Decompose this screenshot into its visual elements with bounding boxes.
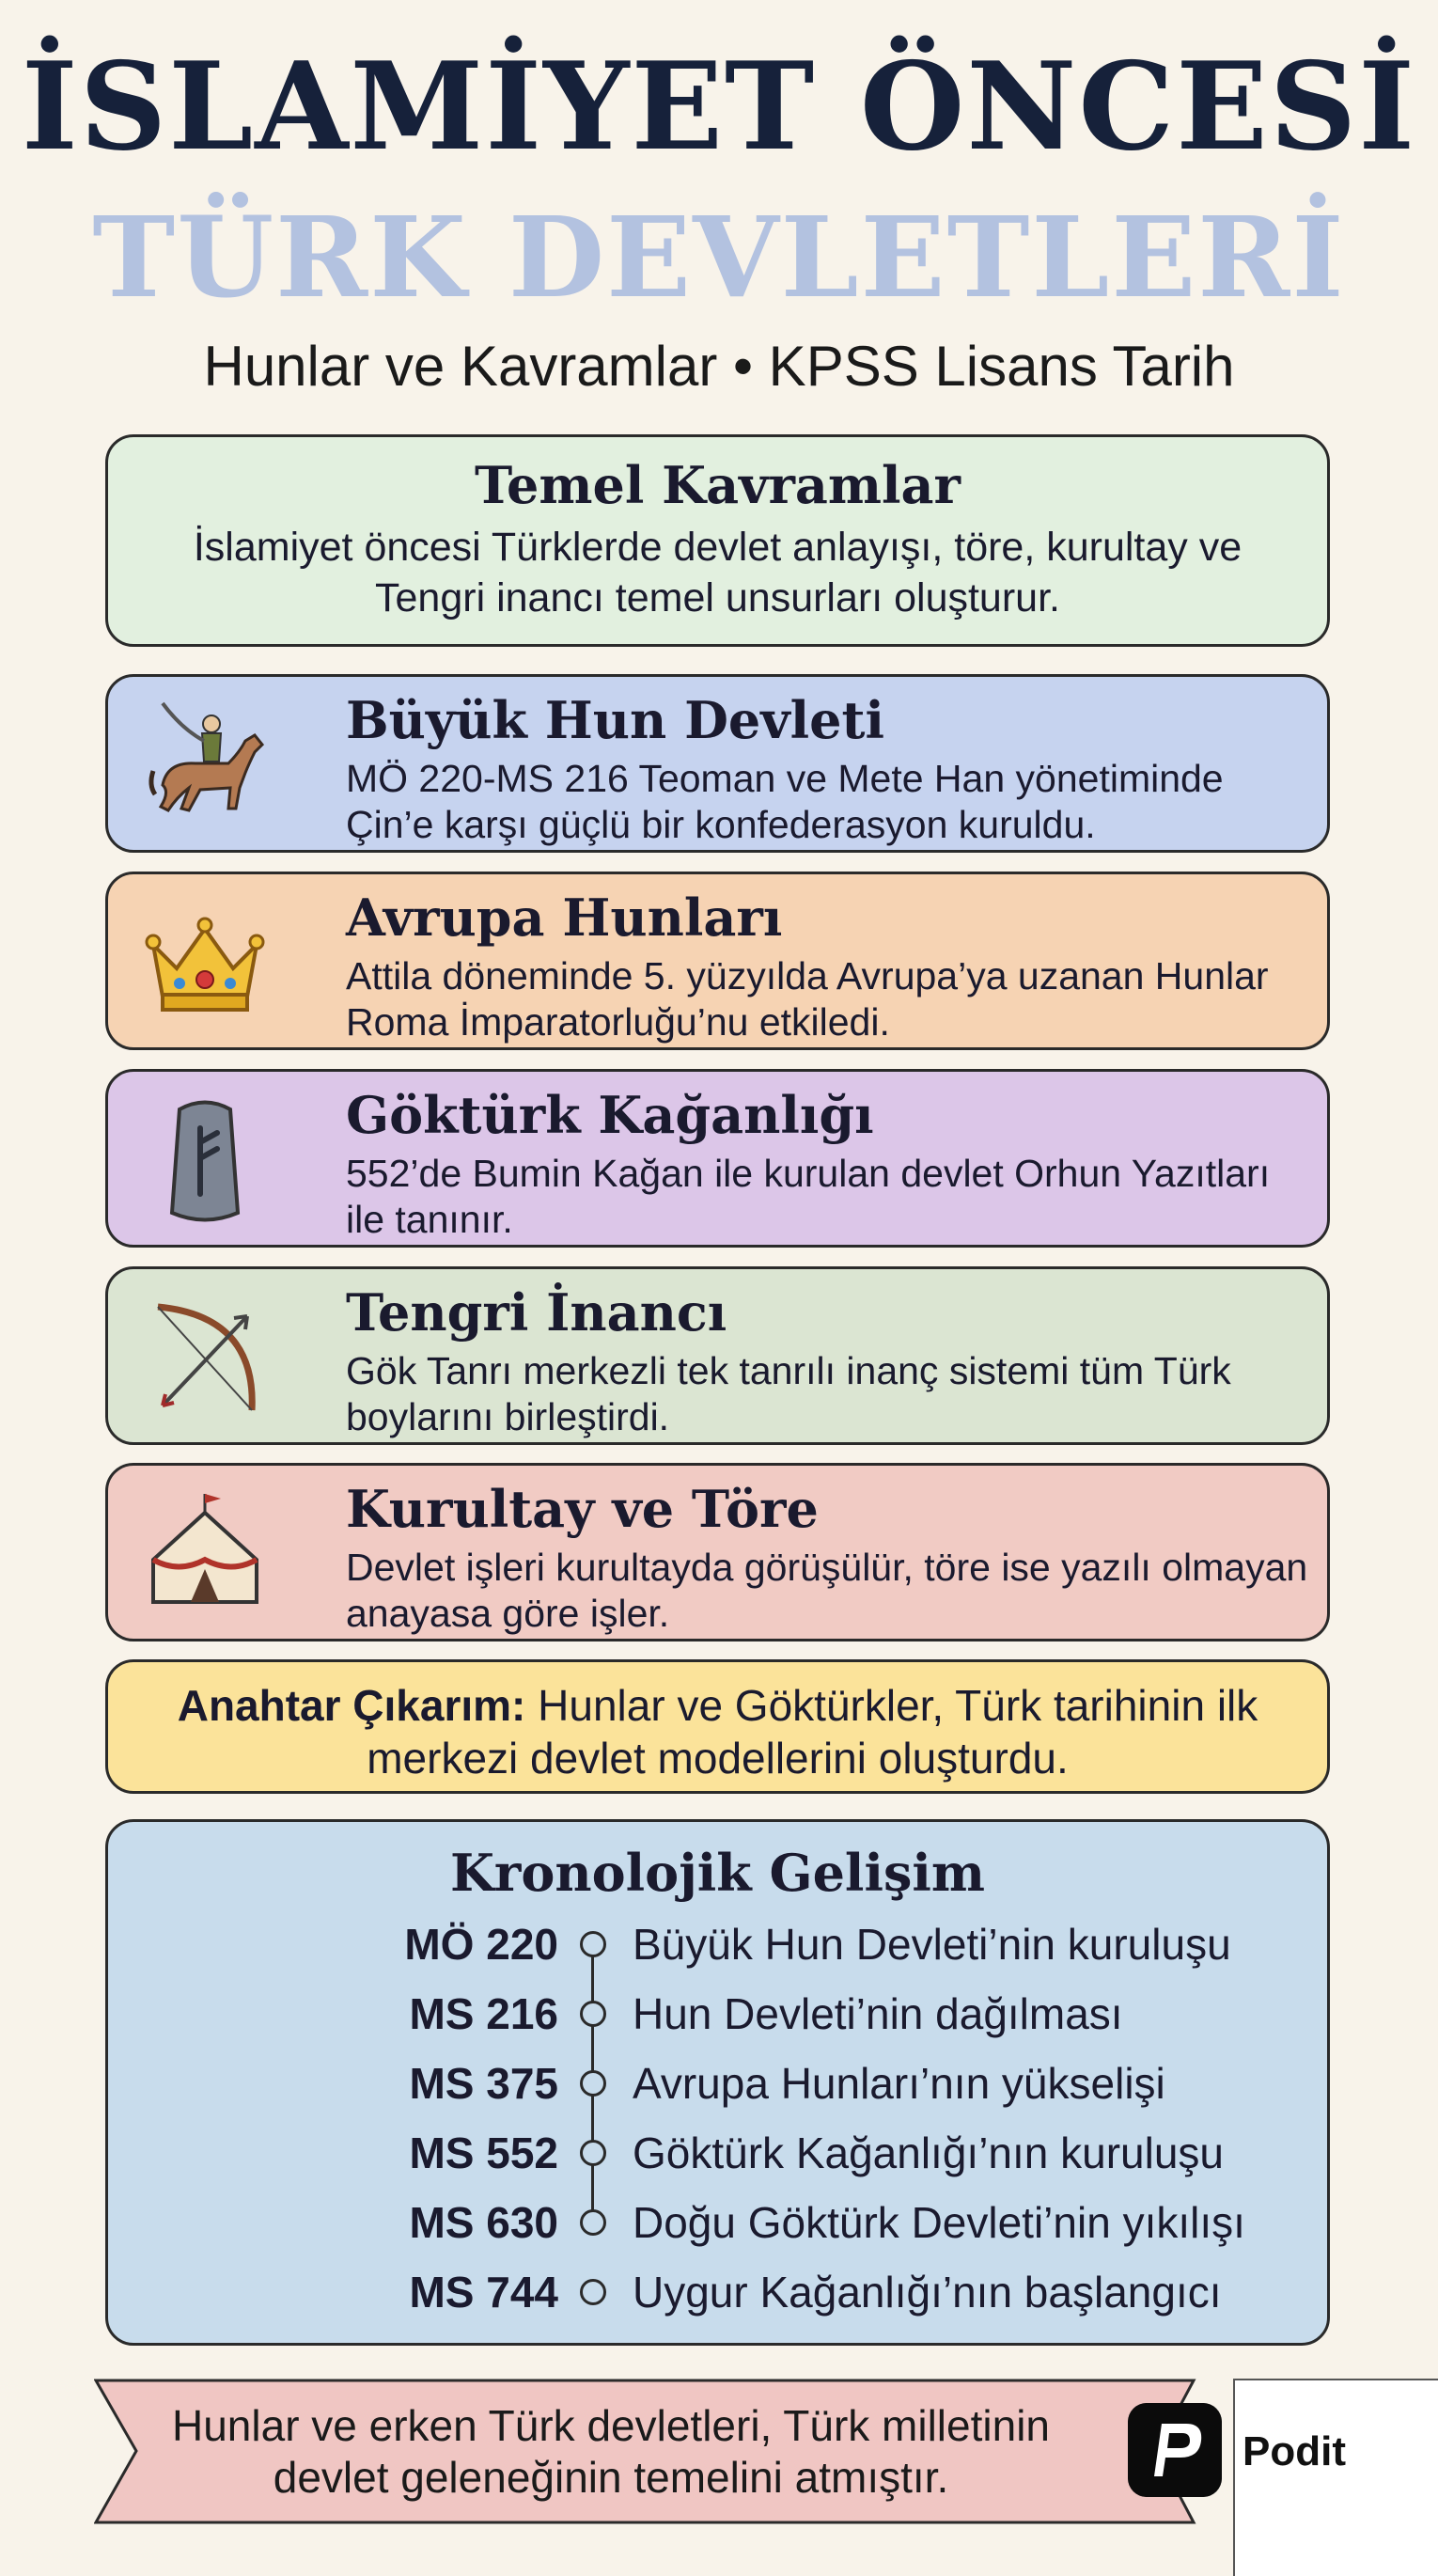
topic-card-avrupa-hunlari <box>105 872 1330 1050</box>
horse-rider-icon <box>134 696 275 837</box>
timeline-event: Avrupa Hunları’nın yükselişi <box>633 2059 1165 2108</box>
key-takeaway-text: Hunlar ve Göktürkler, Türk tarihinin ilk merkezi devlet modellerini oluşturdu. <box>367 1681 1258 1783</box>
topic-text: Gök Tanrı merkezli tek tanrılı inanç sistemi tüm Türk boylarını birleştirdi. <box>346 1349 1231 1439</box>
timeline-event: Büyük Hun Devleti’nin kuruluşu <box>633 1920 1231 1969</box>
timeline-event: Hun Devleti’nin dağılması <box>633 1989 1123 2038</box>
page-title: İSLAMİYET ÖNCESİ <box>21 37 1417 178</box>
timeline-row <box>108 1986 1327 2042</box>
timeline-title: Kronolojik Gelişim <box>449 1843 986 1903</box>
footer-text: Hunlar ve erken Türk devletleri, Türk milletinin devlet geleneğinin temelini atmıştır. <box>172 2401 1050 2503</box>
page-subtitle: Hunlar ve Kavramlar • KPSS Lisans Tarih <box>203 335 1235 398</box>
timeline-card <box>105 1819 1330 2346</box>
timeline-row <box>108 2125 1327 2181</box>
topic-title: Tengri İnancı <box>346 1282 727 1343</box>
page-title-secondary: TÜRK DEVLETLERİ <box>92 192 1346 322</box>
topic-title: Avrupa Hunları <box>346 887 783 948</box>
timeline-dot-icon <box>580 2001 606 2027</box>
crown-icon <box>134 893 275 1034</box>
timeline-year: MÖ 220 <box>404 1920 558 1969</box>
topic-card-buyuk-hun <box>105 674 1330 853</box>
topic-text: 552’de Bumin Kağan ile kurulan devlet Orhun Yazıtları ile tanınır. <box>346 1152 1271 1242</box>
timeline-event: Doğu Göktürk Devleti’nin yıkılışı <box>633 2198 1245 2247</box>
timeline-dot-icon <box>580 2070 606 2097</box>
timeline-year: MS 375 <box>409 2059 558 2108</box>
topic-text: Attila döneminde 5. yüzyılda Avrupa’ya uzanan Hunlar Roma İmparatorluğu’nu etkiledi. <box>346 954 1269 1045</box>
timeline-year: MS 630 <box>409 2198 558 2247</box>
key-takeaway-label: Anahtar Çıkarım: <box>177 1681 526 1730</box>
topic-title: Göktürk Kağanlığı <box>346 1085 874 1145</box>
podit-brand-label: Podit <box>1243 2428 1346 2474</box>
timeline-dot-icon <box>580 2140 606 2166</box>
podit-logo-icon <box>1128 2403 1222 2497</box>
timeline-year: MS 216 <box>409 1989 558 2038</box>
timeline-row <box>108 2055 1327 2112</box>
timeline-row <box>108 2264 1327 2320</box>
timeline-dot-icon <box>580 2279 606 2305</box>
timeline-event: Uygur Kağanlığı’nın başlangıcı <box>633 2268 1222 2317</box>
tent-icon <box>134 1484 275 1626</box>
topic-card-gokturk <box>105 1069 1330 1248</box>
bow-arrow-icon <box>134 1288 275 1429</box>
topic-text: Devlet işleri kurultayda görüşülür, töre ise yazılı olmayan anayasa göre işler. <box>346 1546 1308 1636</box>
timeline-row <box>108 1916 1327 1972</box>
timeline-row <box>108 2194 1327 2251</box>
timeline-year: MS 552 <box>409 2128 558 2177</box>
intro-text: İslamiyet öncesi Türklerde devlet anlayışı, töre, kurultay ve Tengri inancı temel unsurları oluşturur. <box>193 525 1243 621</box>
podit-brand-box <box>1233 2379 1438 2576</box>
topic-card-tengri <box>105 1266 1330 1445</box>
topic-title: Büyük Hun Devleti <box>346 690 884 750</box>
topic-title: Kurultay ve Töre <box>346 1479 819 1539</box>
timeline-year: MS 744 <box>409 2268 558 2317</box>
topic-text: MÖ 220-MS 216 Teoman ve Mete Han yönetiminde Çin’e karşı güçlü bir konfederasyon kuruldu. <box>346 757 1224 847</box>
timeline-event: Göktürk Kağanlığı’nın kuruluşu <box>633 2128 1225 2177</box>
intro-title: Temel Kavramlar <box>475 455 961 515</box>
runestone-icon <box>134 1091 275 1232</box>
intro-card <box>105 434 1330 647</box>
key-takeaway-box <box>105 1659 1330 1794</box>
timeline-dot-icon <box>580 1931 606 1957</box>
timeline-dot-icon <box>580 2209 606 2236</box>
topic-card-kurultay <box>105 1463 1330 1641</box>
